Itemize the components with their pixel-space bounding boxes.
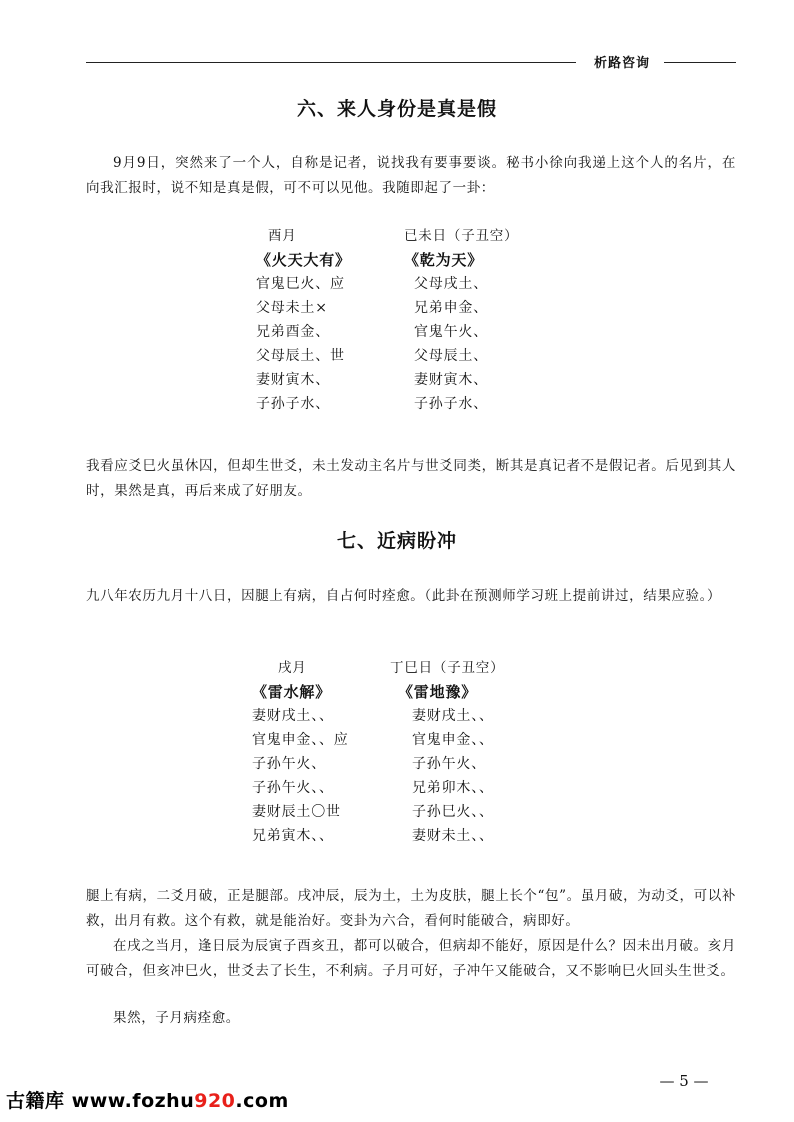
yao-line: 子孙子水、 xyxy=(414,396,488,412)
yao-line: 子孙午火、 xyxy=(412,756,486,772)
yao-line: 父母戌土、 xyxy=(414,276,488,292)
section7-analysis-2: 在戌之当月，逢日辰为辰寅子酉亥丑，都可以破合，但病却不能好，原因是什么？因未出月破。亥月可破合，但亥冲巳火，世爻去了长生，不利病。子月可好，子冲午又能破合，又不影响巳火回头生世爻。 xyxy=(86,938,736,979)
section7-result: 果然，子月病痊愈。 xyxy=(113,1010,240,1026)
section6-right-hexagram xyxy=(404,224,518,416)
section-title-6: 六、来人身份是真是假 xyxy=(296,98,497,120)
yao-line: 兄弟申金、 xyxy=(414,300,488,316)
hexagram-name: 《乾为天》 xyxy=(404,251,484,269)
running-header-title: 析路咨询 xyxy=(593,56,650,71)
yao-line: 妻财辰土〇世 xyxy=(252,804,341,820)
yao-line: 子孙子水、 xyxy=(256,396,330,412)
yao-line: 妻财未土、、 xyxy=(412,828,494,844)
month-label: 酉月 xyxy=(268,228,297,244)
yao-line: 兄弟卯木、、 xyxy=(412,780,494,796)
yao-line: 妻财寅木、 xyxy=(414,372,488,388)
yao-line: 官鬼午火、 xyxy=(414,324,488,340)
yao-line: 兄弟寅木、、 xyxy=(252,828,334,844)
hexagram-name: 《雷地豫》 xyxy=(398,683,478,701)
yao-line: 父母未土× xyxy=(256,300,328,316)
yao-line: 官鬼巳火、应 xyxy=(256,276,345,292)
section7-intro: 九八年农历九月十八日，因腿上有病，自占何时痊愈。（此卦在预测师学习班上提前讲过，结果应验。） xyxy=(86,588,722,604)
yao-line: 子孙午火、 xyxy=(252,756,326,772)
section6-left-hexagram xyxy=(256,224,351,416)
yao-line: 子孙巳火、、 xyxy=(412,804,494,820)
yao-line: 父母辰土、 xyxy=(414,348,488,364)
site-watermark xyxy=(6,1086,289,1113)
section6-intro: 9月9日，突然来了一个人，自称是记者，说找我有要事要谈。秘书小徐向我递上这个人的名片，在向我汇报时，说不知是真是假，可不可以见他。我随即起了一卦： xyxy=(86,155,736,196)
yao-line: 妻财戌土、、 xyxy=(412,708,494,724)
yao-line: 官鬼申金、、 xyxy=(412,732,494,748)
page-number: — 5 — xyxy=(659,1072,709,1090)
section7-analysis-1: 腿上有病，二爻月破，正是腿部。戌冲辰，辰为土，土为皮肤，腿上长个“包”。虽月破，为动爻，可以补救，出月有救。这个有救，就是能治好。变卦为六合，看何时能破合，病即好。 xyxy=(86,888,736,929)
hexagram-name: 《火天大有》 xyxy=(256,251,351,269)
watermark-url-number: 920 xyxy=(194,1090,236,1112)
section7-left-hexagram xyxy=(252,656,349,848)
yao-line: 兄弟酉金、 xyxy=(256,324,330,340)
header-rule xyxy=(86,62,576,63)
yao-line: 子孙午火、、 xyxy=(252,780,334,796)
header-rule xyxy=(664,62,736,63)
section7-right-hexagram xyxy=(390,656,504,848)
day-label: 丁巳日（子丑空） xyxy=(390,660,505,676)
day-label: 已未日（子丑空） xyxy=(404,228,519,244)
section6-conclusion: 我看应爻巳火虽休囚，但却生世爻，未土发动主名片与世爻同类，断其是真记者不是假记者。后见到其人时，果然是真，再后来成了好朋友。 xyxy=(86,458,736,499)
yao-line: 父母辰土、世 xyxy=(256,348,345,364)
watermark-url-suffix: .com xyxy=(235,1090,289,1112)
hexagram-name: 《雷水解》 xyxy=(252,683,332,701)
watermark-site-name: 古籍库 xyxy=(6,1090,65,1112)
section-title-7: 七、近病盼冲 xyxy=(336,530,457,552)
month-label: 戌月 xyxy=(278,660,307,676)
yao-line: 官鬼申金、、应 xyxy=(252,732,349,748)
yao-line: 妻财寅木、 xyxy=(256,372,330,388)
watermark-url-prefix: www.fozhu xyxy=(71,1090,195,1112)
yao-line: 妻财戌土、、 xyxy=(252,708,334,724)
